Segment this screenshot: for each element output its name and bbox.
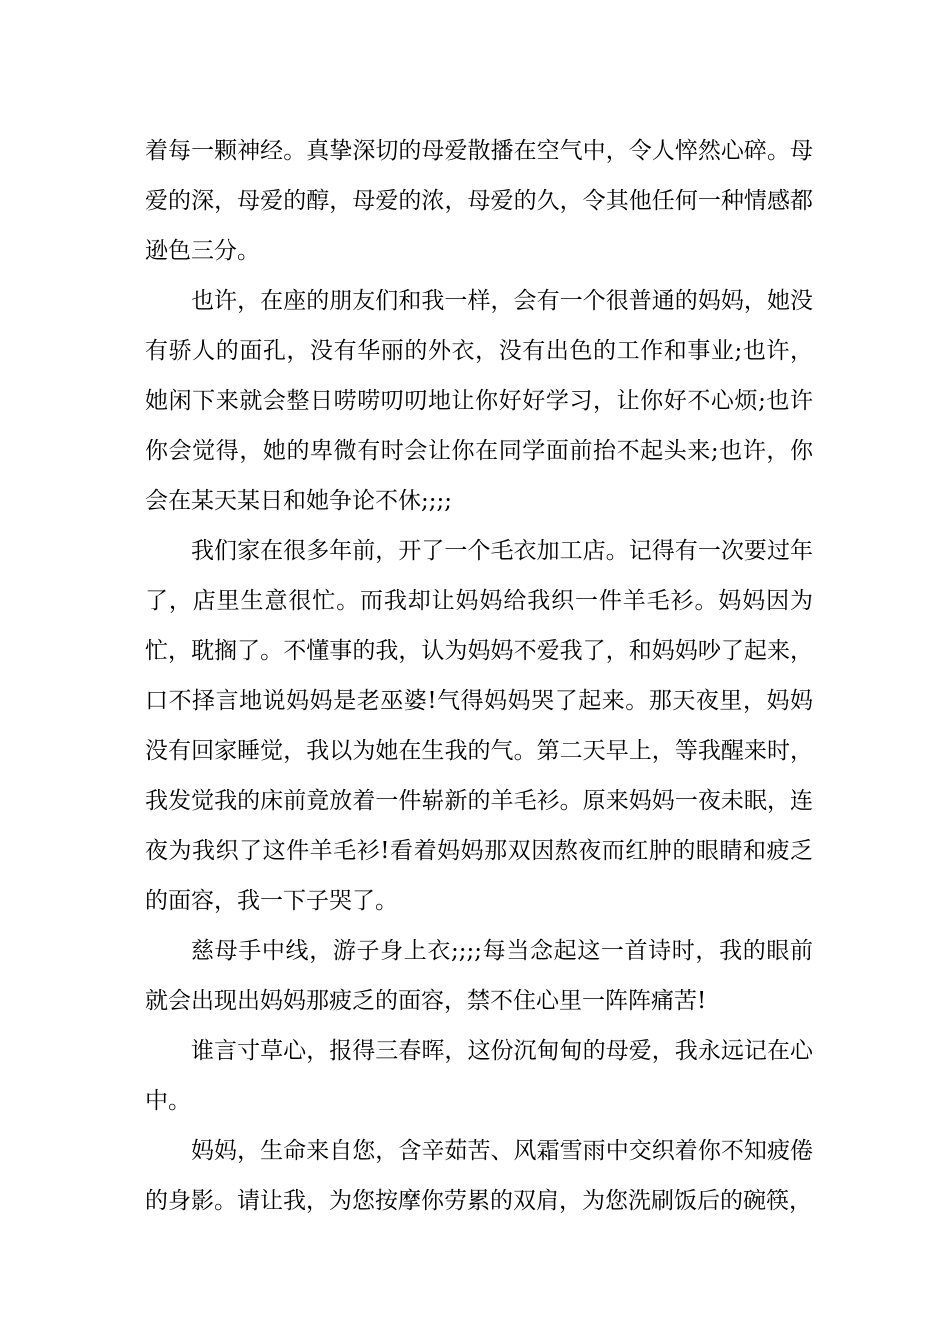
document-body <box>145 126 813 1226</box>
paragraph-promise: 妈妈，生命来自您，含辛茹苦、风霜雪雨中交织着你不知疲倦的身影。请让我，为您按摩你劳累的双肩，为您洗刷饭后的碗筷， <box>145 1138 813 1214</box>
paragraph-poem-memory: 慈母手中线，游子身上衣;;;;每当念起这一首诗时，我的眼前就会出现出妈妈那疲乏的面容，禁不住心里一阵阵痛苦! <box>145 938 813 1014</box>
paragraph-sweater-story: 我们家在很多年前，开了一个毛衣加工店。记得有一次要过年了，店里生意很忙。而我却让妈妈给我织一件羊毛衫。妈妈因为忙，耽搁了。不懂事的我，认为妈妈不爱我了，和妈妈吵了起来，口不择言地说妈妈是老巫婆!气得妈妈哭了起来。那天夜里，妈妈没有回家睡觉，我以为她在生我的气。第二天早上，等我醒来时，我发觉我的床前竟放着一件崭新的羊毛衫。原来妈妈一夜未眠，连夜为我织了这件羊毛衫!看着妈妈那双因熬夜而红肿的眼睛和疲乏的面容，我一下子哭了。 <box>145 538 813 914</box>
paragraph-gratitude: 谁言寸草心，报得三春晖，这份沉甸甸的母爱，我永远记在心中。 <box>145 1038 813 1114</box>
paragraph-ordinary-mother: 也许，在座的朋友们和我一样，会有一个很普通的妈妈，她没有骄人的面孔，没有华丽的外衣，没有出色的工作和事业;也许，她闲下来就会整日唠唠叨叨地让你好好学习，让你好不心烦;也许你会觉得，她的卑微有时会让你在同学面前抬不起头来;也许，你会在某天某日和她争论不休;;;; <box>145 288 813 514</box>
paragraph-continued: 着每一颗神经。真挚深切的母爱散播在空气中，令人悴然心碎。母爱的深，母爱的醇，母爱的浓，母爱的久，令其他任何一种情感都逊色三分。 <box>145 138 813 264</box>
